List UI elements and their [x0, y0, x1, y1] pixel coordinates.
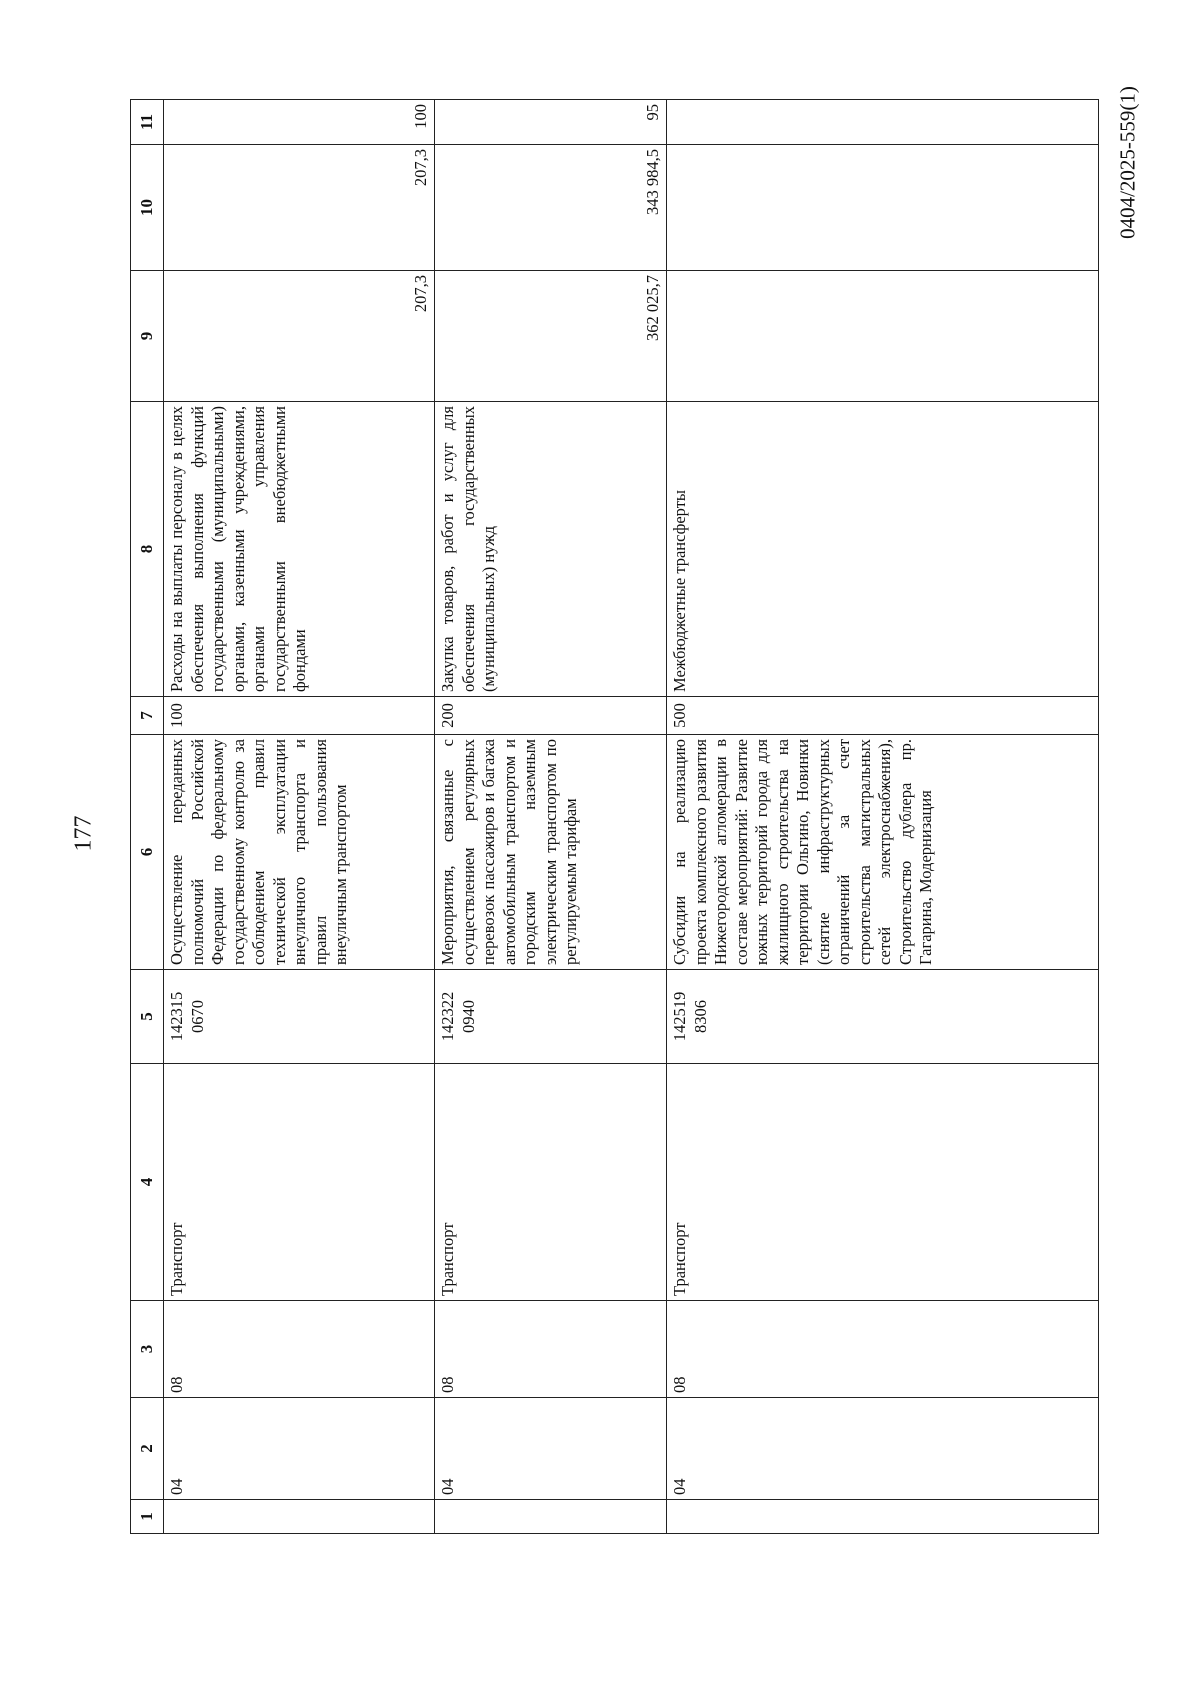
cell-planned: 362 025,7: [435, 271, 667, 402]
cell-target-code: [164, 970, 435, 1064]
target-code-part1: 142322: [438, 991, 457, 1042]
header-cell: 3: [131, 1301, 164, 1398]
rotated-table-wrapper: [130, 100, 1095, 1534]
table-row: [667, 100, 1099, 1534]
target-code-part2: 0670: [187, 1000, 207, 1033]
cell-planned: [667, 271, 1099, 402]
cell-target-code: [667, 970, 1099, 1064]
cell-percent: [667, 100, 1099, 145]
cell-expense-name: Закупка товаров, работ и услуг для обеспечения государственных (муниципальных) нужд: [435, 402, 667, 697]
cell-target-name: Мероприятия, связанные с осуществлением регулярных перевозок пассажиров и багажа автомобильным транспортом и городским наземным электрическим транспортом по регулируемым тарифам: [435, 735, 667, 970]
header-cell: 11: [131, 100, 164, 145]
cell-executed: [667, 145, 1099, 271]
cell-section: 04: [667, 1398, 1099, 1500]
header-cell: 6: [131, 735, 164, 970]
header-cell: 2: [131, 1398, 164, 1500]
page-number: 177: [70, 815, 97, 852]
cell-subsection-name: Транспорт: [164, 1064, 435, 1301]
cell-index: [435, 1500, 667, 1534]
budget-table: [130, 99, 1099, 1534]
target-code-part2: 8306: [690, 1000, 710, 1033]
cell-subsection: 08: [164, 1301, 435, 1398]
table-row: [164, 100, 435, 1534]
cell-expense-type: 500: [667, 697, 1099, 735]
header-cell: 1: [131, 1500, 164, 1534]
cell-target-name: Осуществление переданных полномочий Российской Федерации по федеральному государственному контролю за соблюдением правил технической эксплуатации внеуличного транспорта и правил пользования внеуличным транспортом: [164, 735, 435, 970]
cell-percent: 95: [435, 100, 667, 145]
cell-subsection-name: Транспорт: [667, 1064, 1099, 1301]
cell-expense-type: 200: [435, 697, 667, 735]
cell-subsection: 08: [435, 1301, 667, 1398]
header-cell: 10: [131, 145, 164, 271]
cell-executed: 207,3: [164, 145, 435, 271]
cell-index: [667, 1500, 1099, 1534]
header-cell: 7: [131, 697, 164, 735]
header-cell: 4: [131, 1064, 164, 1301]
target-code-part1: 142315: [167, 991, 186, 1042]
header-cell: 8: [131, 402, 164, 697]
cell-section: 04: [164, 1398, 435, 1500]
cell-index: [164, 1500, 435, 1534]
cell-target-name: Субсидии на реализацию проекта комплексного развития Нижегородской агломерации в составе мероприятий: Развитие южных территорий города для жилищного строительства на территории Ольгино, Новинки (снятие инфраструктурных ограничений за счет строительства магистральных сетей электроснабжения), Строительство дублера пр. Гагарина, Модернизация: [667, 735, 1099, 970]
cell-planned: 207,3: [164, 271, 435, 402]
cell-expense-type: 100: [164, 697, 435, 735]
cell-subsection: 08: [667, 1301, 1099, 1398]
target-code-part2: 0940: [458, 1000, 478, 1033]
cell-executed: 343 984,5: [435, 145, 667, 271]
cell-expense-name: Межбюджетные трансферты: [667, 402, 1099, 697]
cell-percent: 100: [164, 100, 435, 145]
header-row: [131, 100, 164, 1534]
table-row: [435, 100, 667, 1534]
table-area: [130, 100, 1095, 1534]
target-code-part1: 142519: [670, 991, 689, 1042]
cell-target-code: [435, 970, 667, 1064]
cell-section: 04: [435, 1398, 667, 1500]
cell-subsection-name: Транспорт: [435, 1064, 667, 1301]
document-code: 0404/2025-559(1): [1115, 86, 1140, 239]
cell-expense-name: Расходы на выплаты персоналу в целях обеспечения выполнения функций государственными (муниципальными) органами, казенными учреждениями, органами управления государственными внебюджетными фондами: [164, 402, 435, 697]
header-cell: 9: [131, 271, 164, 402]
header-cell: 5: [131, 970, 164, 1064]
